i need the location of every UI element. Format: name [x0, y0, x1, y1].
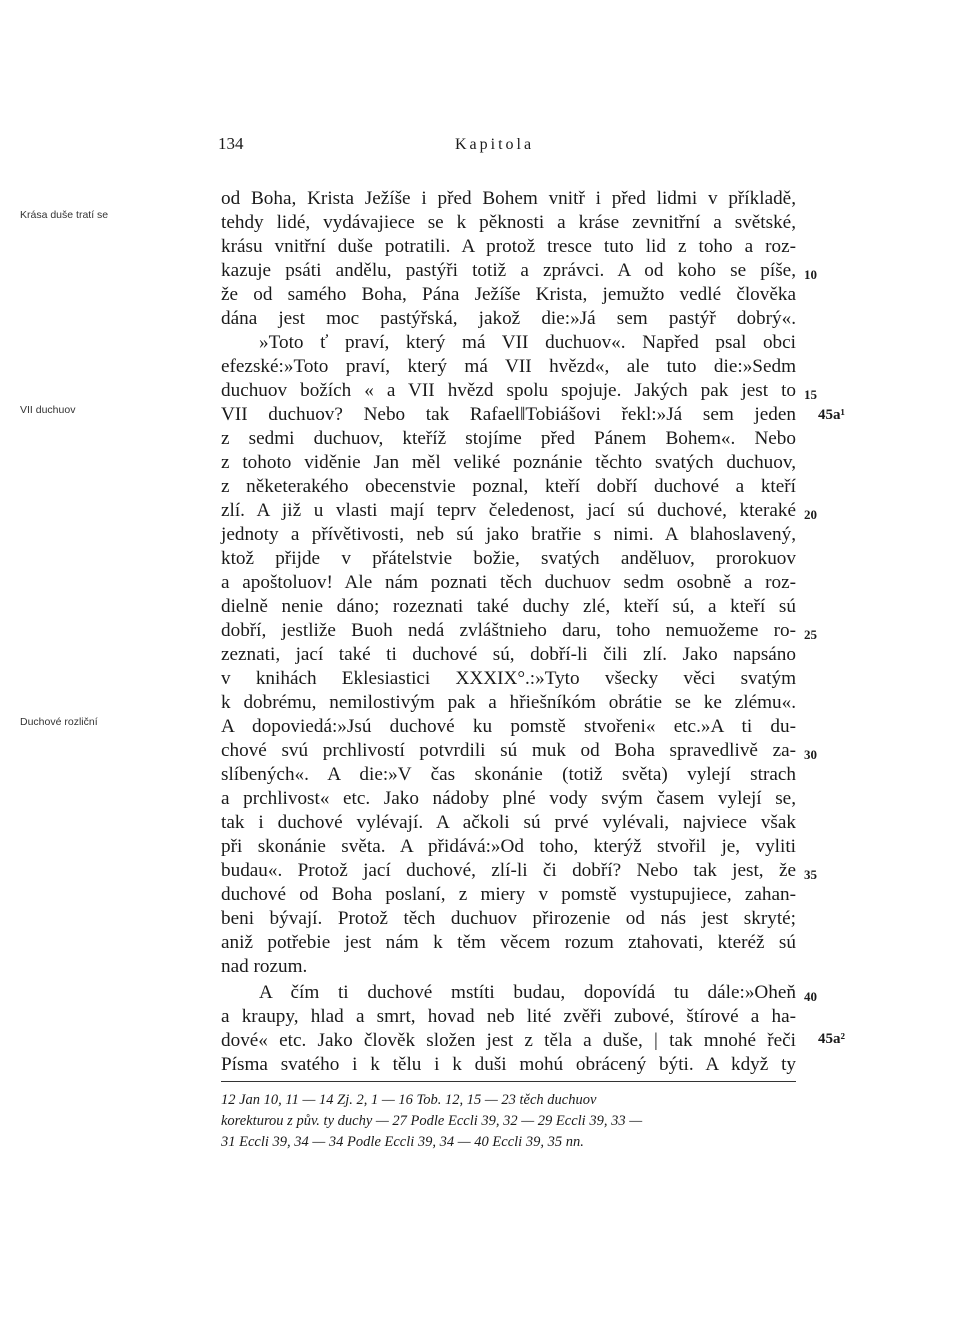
text-line: slíbených«. A die:»V čas skonánie (totiž světa) vylejí strach	[221, 764, 796, 785]
footnote-line: 12 Jan 10, 11 — 14 Zj. 2, 1 — 16 Tob. 12, 15 — 23 těch duchuov	[221, 1092, 597, 1108]
page-number: 134	[218, 134, 244, 153]
line-number: 15	[804, 387, 817, 402]
footnote-line: 31 Eccli 39, 34 — 34 Podle Eccli 39, 34 — 40 Eccli 39, 35 nn.	[221, 1134, 584, 1150]
text-line: že od samého Boha, Pána Ježíše Krista, jemužto vedlé člověka	[221, 284, 796, 305]
folio-marker: 45a²	[818, 1031, 845, 1047]
running-title: Kapitola	[455, 136, 535, 153]
text-line: a apoštoluov! Ale nám poznati těch duchuov sedm osobně a roz-	[221, 572, 796, 593]
text-line: a prchlivost« etc. Jako nádoby plné vody svým časem vylejí se,	[221, 788, 796, 809]
text-line: tehdy lidé, vydávajiece se k pěknosti a kráse zevnitřní a světské,	[221, 212, 796, 233]
line-number: 20	[804, 507, 817, 522]
footnote-line: korekturou z pův. ty duchy — 27 Podle Eccli 39, 32 — 29 Eccli 39, 33 —	[221, 1113, 643, 1129]
text-line: A dopoviedá:»Jsú duchové ku pomstě stvořeni« etc.»A ti du-	[221, 716, 796, 737]
margin-note-left: VII duchuov	[20, 404, 76, 416]
text-line: krásu vnitřní duše potratili. A protož tresce tuto lid z toho a roz-	[221, 236, 796, 257]
text-line: dové« etc. Jako člověk složen jest z těla a duše, | tak mnohé řeči	[221, 1030, 796, 1051]
text-line: a kraupy, hlad a smrt, hovad neb lité zvěři zubové, štírové a ha-	[221, 1006, 796, 1027]
line-number: 25	[804, 627, 817, 642]
text-line: zeznati, jací také ti duchové sú, dobří-li čili zlí. Jako napsáno	[221, 644, 796, 665]
text-line: efezské:»Toto praví, který má VII hvězd«, ale tuto die:»Sedm	[221, 356, 796, 377]
page-header	[0, 134, 960, 158]
margin-note-left: Duchové rozliční	[20, 716, 98, 728]
footnote-divider	[221, 1081, 796, 1082]
text-line: beni bývají. Protož těch duchuov přirozenie od nás jest skryté;	[221, 908, 796, 929]
text-line: z něketerakého obecenstvie poznal, kteří dobří duchové a kteří	[221, 476, 796, 497]
text-line: dobří, jestliže Buoh nedá zvláštnieho daru, toho nemuožeme ro-	[221, 620, 796, 641]
text-line: aniž potřebie jest nám k těm věcem rozum ztahovati, kteréž sú	[221, 932, 796, 953]
margin-note-left: Krása duše tratí se	[20, 209, 109, 221]
text-line: kazuje psáti andělu, pastýři totiž a zprávci. A od koho se píše,	[221, 260, 796, 281]
text-line: ktož přijde v přátelstvie božie, svatých anděluov, prorokuov	[221, 548, 796, 569]
text-line: zlí. A již u vlasti mají teprv čeledenost, jací sú duchové, kteraké	[221, 500, 796, 521]
text-line: Písma svatého i k tělu i k duši mohú obrácený býti. A když ty	[221, 1054, 796, 1075]
text-line: »Toto ť praví, který má VII duchuov«. Napřed psal obci	[259, 332, 796, 353]
text-line: chové svú prchlivostí potvrdili sú muk od Boha spravedlivě za-	[221, 740, 796, 761]
line-number: 30	[804, 747, 817, 762]
text-line: z tohoto viděnie Jan měl veliké poznánie těchto svatých duchuov,	[221, 452, 796, 473]
line-number: 10	[804, 267, 817, 282]
text-line: tak i duchové vylévají. A ačkoli sú prvé vylévali, najviece však	[221, 812, 796, 833]
text-line: budau«. Protož jací duchové, zlí-li či dobří? Nebo tak jest, že	[221, 860, 796, 881]
text-line: k dobrému, nemilostivým pak a hřiešníkóm obrátie se ke zlému«.	[221, 692, 796, 713]
text-line: dielně nenie dáno; rozeznati také duchy zlé, kteří sú, a kteří sú	[221, 596, 796, 617]
text-line: A čím ti duchové mstíti budau, dopovídá tu dále:»Oheň	[259, 982, 796, 1003]
text-line: z sedmi duchuov, kteříž stojíme před Pánem Bohem«. Nebo	[221, 428, 796, 449]
text-line: v knihách Eklesiastici XXXIX°.:»Tyto všecky věci svatým	[221, 668, 796, 689]
text-line: VII duchuov? Nebo tak Rafael‖Tobiášovi řekl:»Já sem jeden	[221, 404, 796, 425]
line-number: 40	[804, 989, 817, 1004]
text-line: nad rozum.	[221, 956, 308, 977]
text-line: dána jest moc pastýřská, jakož die:»Já sem pastýř dobrý«.	[221, 308, 796, 329]
text-line: duchové od Boha poslaní, z miery v pomstě vystupujiece, zahan-	[221, 884, 796, 905]
text-line: duchuov božích « a VII hvězd spolu spojuje. Jakých pak jest to	[221, 380, 796, 401]
line-number: 35	[804, 867, 817, 882]
folio-marker: 45a¹	[818, 407, 845, 423]
text-line: při skonánie světa. A přidává:»Od toho, kterýž stvořil je, vyliti	[221, 836, 796, 857]
text-line: od Boha, Krista Ježíše i před Bohem vnitř i před lidmi v příkladě,	[221, 188, 796, 209]
text-line: jednoty a přívětivosti, neb sú jako bratřie s nimi. A blahoslavený,	[221, 524, 796, 545]
